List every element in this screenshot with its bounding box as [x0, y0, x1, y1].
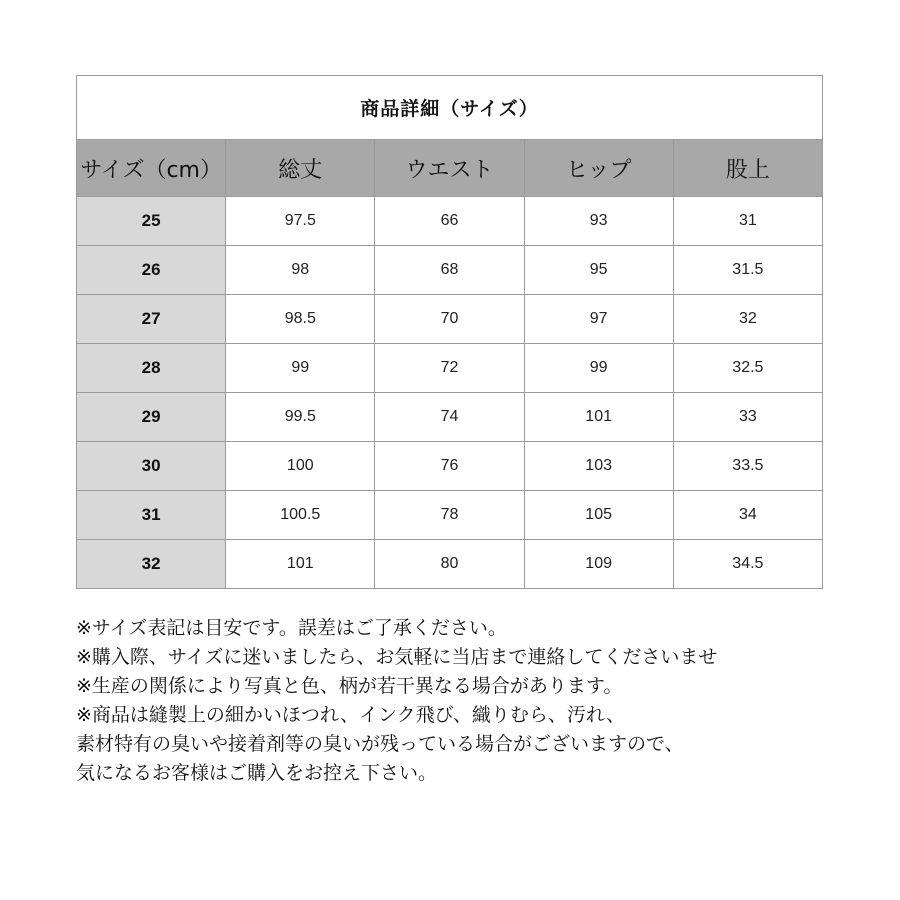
waist-cell: 68	[375, 246, 524, 295]
hip-cell: 105	[524, 491, 673, 540]
note-line: ※商品は縫製上の細かいほつれ、インク飛び、織りむら、汚れ、	[76, 704, 626, 726]
header-waist: ウエスト	[375, 140, 524, 197]
length-cell: 97.5	[226, 197, 375, 246]
waist-cell: 74	[375, 393, 524, 442]
length-cell: 99	[226, 344, 375, 393]
hip-cell: 97	[524, 295, 673, 344]
table-title: 商品詳細（サイズ）	[77, 76, 823, 140]
header-length: 総丈	[226, 140, 375, 197]
size-cell: 30	[77, 442, 226, 491]
waist-cell: 70	[375, 295, 524, 344]
hip-cell: 103	[524, 442, 673, 491]
hip-cell: 93	[524, 197, 673, 246]
length-cell: 98.5	[226, 295, 375, 344]
waist-cell: 78	[375, 491, 524, 540]
size-table	[76, 75, 823, 589]
length-cell: 100.5	[226, 491, 375, 540]
header-size: サイズ（cm）	[77, 140, 226, 197]
table-row	[77, 442, 823, 491]
table-header-row	[77, 140, 823, 197]
note-line: ※サイズ表記は目安です。誤差はご了承ください。	[76, 617, 507, 639]
table-row	[77, 344, 823, 393]
note-line: 気になるお客様はご購入をお控え下さい。	[76, 762, 438, 784]
size-cell: 31	[77, 491, 226, 540]
table-row	[77, 197, 823, 246]
table-title-row	[77, 76, 823, 140]
size-cell: 29	[77, 393, 226, 442]
size-cell: 27	[77, 295, 226, 344]
table-row	[77, 393, 823, 442]
waist-cell: 72	[375, 344, 524, 393]
rise-cell: 31	[673, 197, 822, 246]
rise-cell: 33.5	[673, 442, 822, 491]
hip-cell: 99	[524, 344, 673, 393]
note-line: ※購入際、サイズに迷いましたら、お気軽に当店まで連絡してくださいませ	[76, 646, 718, 668]
note-line: 素材特有の臭いや接着剤等の臭いが残っている場合がございますので、	[76, 733, 684, 755]
length-cell: 98	[226, 246, 375, 295]
length-cell: 101	[226, 540, 375, 589]
note-line: ※生産の関係により写真と色、柄が若干異なる場合があります。	[76, 675, 623, 697]
rise-cell: 32.5	[673, 344, 822, 393]
header-rise: 股上	[673, 140, 822, 197]
rise-cell: 32	[673, 295, 822, 344]
size-cell: 28	[77, 344, 226, 393]
size-notes	[76, 614, 876, 788]
table-row	[77, 491, 823, 540]
rise-cell: 34	[673, 491, 822, 540]
table-row	[77, 540, 823, 589]
length-cell: 99.5	[226, 393, 375, 442]
header-hip: ヒップ	[524, 140, 673, 197]
table-row	[77, 295, 823, 344]
hip-cell: 95	[524, 246, 673, 295]
waist-cell: 80	[375, 540, 524, 589]
hip-cell: 101	[524, 393, 673, 442]
waist-cell: 76	[375, 442, 524, 491]
length-cell: 100	[226, 442, 375, 491]
table-row	[77, 246, 823, 295]
size-cell: 32	[77, 540, 226, 589]
waist-cell: 66	[375, 197, 524, 246]
hip-cell: 109	[524, 540, 673, 589]
rise-cell: 34.5	[673, 540, 822, 589]
size-cell: 25	[77, 197, 226, 246]
rise-cell: 31.5	[673, 246, 822, 295]
rise-cell: 33	[673, 393, 822, 442]
size-cell: 26	[77, 246, 226, 295]
